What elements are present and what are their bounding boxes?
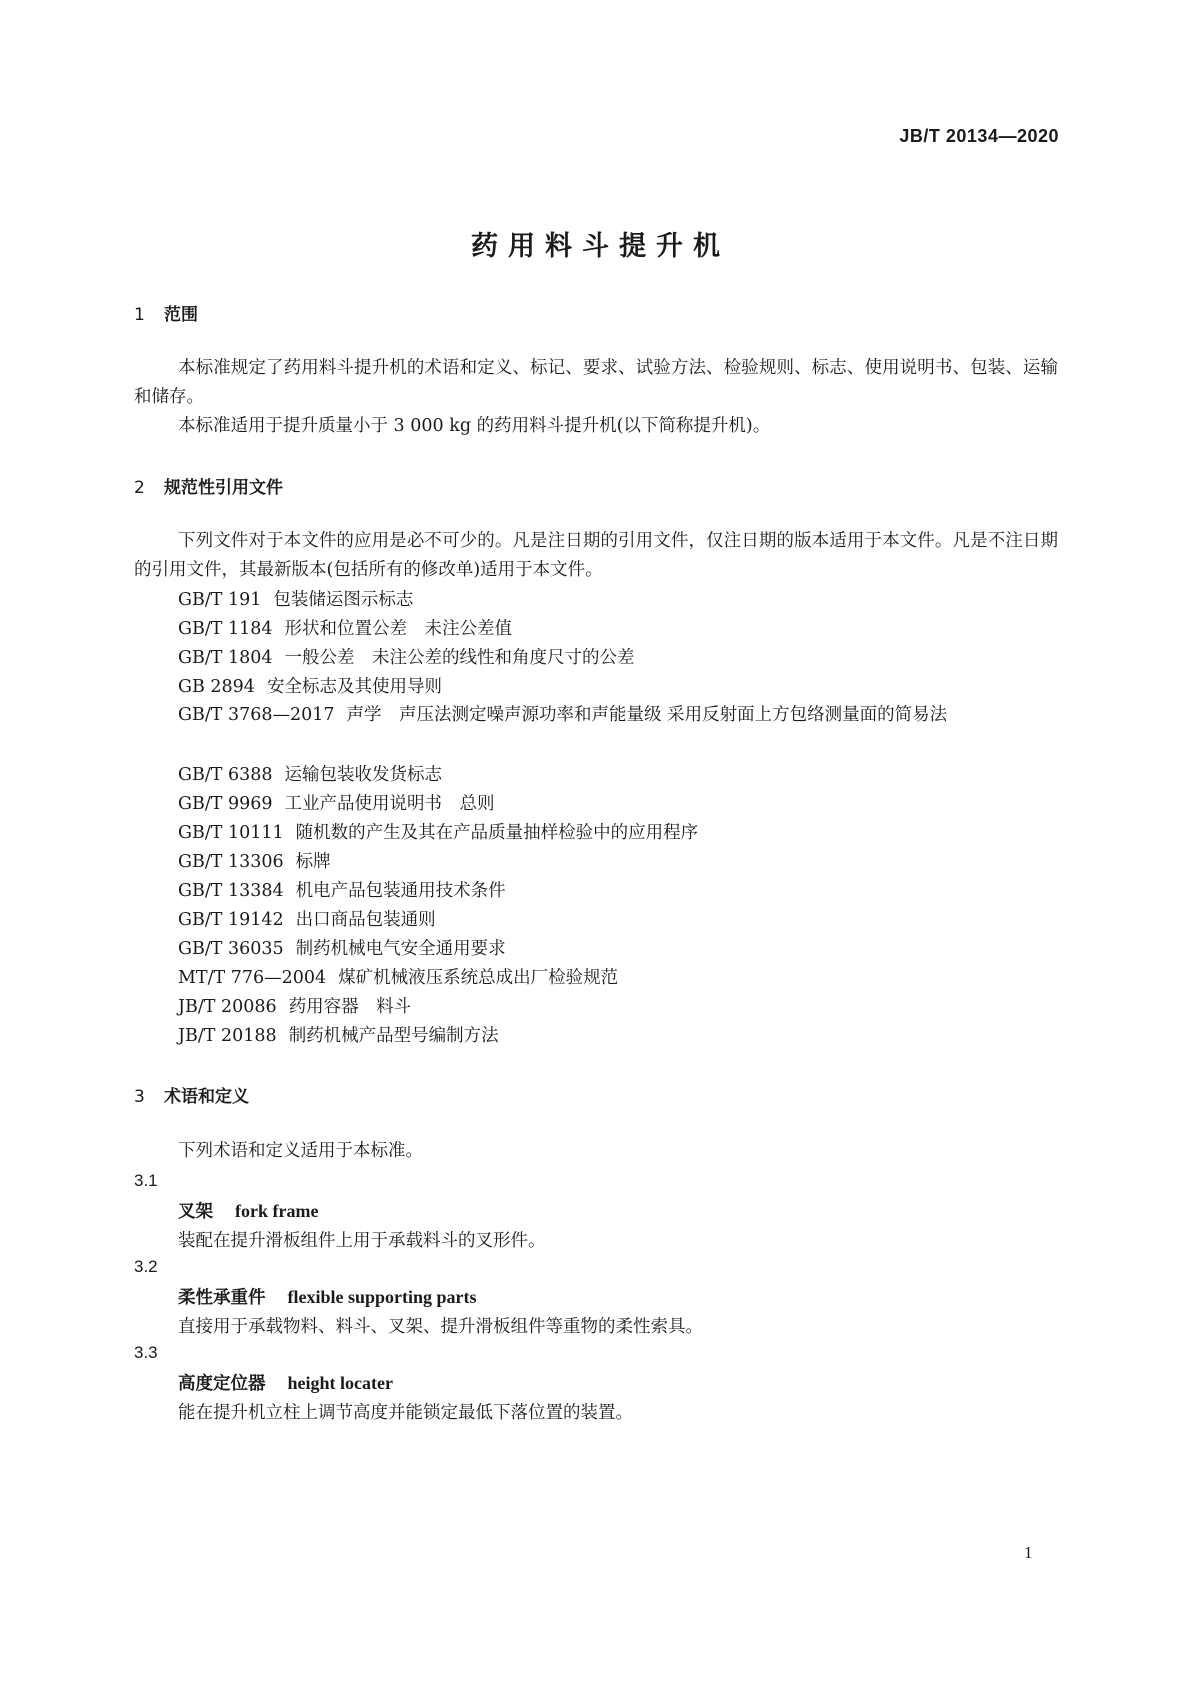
paragraph: 本标准适用于提升质量小于 3 000 kg 的药用料斗提升机(以下简称提升机)。 xyxy=(178,416,771,436)
section-title: 术语和定义 xyxy=(164,1087,249,1107)
section-title: 范围 xyxy=(164,305,198,325)
reference-code: GB/T 19142 xyxy=(178,910,284,930)
reference-title: 一般公差 未注公差的线性和角度尺寸的公差 xyxy=(284,648,635,668)
reference-title: 制药机械电气安全通用要求 xyxy=(295,939,506,959)
term-definition: 装配在提升滑板组件上用于承载料斗的叉形件。 xyxy=(178,1231,546,1251)
reference-title: 工业产品使用说明书 总则 xyxy=(284,794,495,814)
reference-item xyxy=(178,618,512,640)
reference-title: 药用容器 料斗 xyxy=(288,997,412,1017)
reference-code: MT/T 776—2004 xyxy=(178,968,327,988)
reference-code: GB/T 1804 xyxy=(178,648,273,668)
reference-item xyxy=(178,676,442,698)
reference-title: 制药机械产品型号编制方法 xyxy=(288,1026,499,1046)
reference-item xyxy=(178,589,413,611)
term-heading xyxy=(178,1198,318,1223)
clause-number: 3.2 xyxy=(134,1257,158,1276)
term-cn: 高度定位器 xyxy=(178,1374,266,1394)
term-en: fork frame xyxy=(235,1201,319,1221)
section-heading-normative-references xyxy=(134,473,283,498)
reference-code: JB/T 20188 xyxy=(178,1026,277,1046)
reference-item xyxy=(178,938,506,960)
reference-code: GB/T 6388 xyxy=(178,765,273,785)
section-number: 1 xyxy=(134,305,145,325)
term-en: flexible supporting parts xyxy=(287,1287,477,1307)
reference-item xyxy=(178,1025,499,1047)
reference-code: GB/T 36035 xyxy=(178,939,284,959)
page-number: 1 xyxy=(1024,1543,1033,1562)
paragraph: 下列术语和定义适用于本标准。 xyxy=(178,1141,423,1161)
term-cn: 柔性承重件 xyxy=(178,1288,266,1308)
section-number: 3 xyxy=(134,1087,145,1107)
clause-number: 3.1 xyxy=(134,1171,158,1190)
section-heading-scope xyxy=(134,300,198,325)
reference-item xyxy=(178,764,442,786)
document-title: 药用料斗提升机 xyxy=(471,231,730,262)
reference-title: 随机数的产生及其在产品质量抽样检验中的应用程序 xyxy=(295,823,699,843)
reference-item xyxy=(178,996,411,1018)
reference-item xyxy=(178,909,436,931)
reference-item xyxy=(178,647,635,669)
reference-item xyxy=(178,851,331,873)
reference-title: 形状和位置公差 未注公差值 xyxy=(284,619,513,639)
reference-code: GB/T 3768—2017 xyxy=(178,705,335,725)
reference-code: GB/T 9969 xyxy=(178,794,273,814)
reference-code: GB/T 10111 xyxy=(178,823,284,843)
reference-code: JB/T 20086 xyxy=(178,997,277,1017)
reference-title: 机电产品包装通用技术条件 xyxy=(295,881,506,901)
clause-number: 3.3 xyxy=(134,1343,158,1362)
term-en: height locater xyxy=(287,1373,393,1393)
section-title: 规范性引用文件 xyxy=(164,478,283,498)
reference-title: 声学 声压法测定噪声源功率和声能量级 采用反射面上方包络测量面的简易法 xyxy=(346,705,948,725)
term-definition: 直接用于承载物料、料斗、叉架、提升滑板组件等重物的柔性索具。 xyxy=(178,1317,703,1337)
reference-item xyxy=(134,701,1058,730)
reference-title: 出口商品包装通则 xyxy=(295,910,436,930)
reference-code: GB/T 13384 xyxy=(178,881,284,901)
paragraph: 本标准规定了药用料斗提升机的术语和定义、标记、要求、试验方法、检验规则、标志、使用说明书、包装、运输和储存。 xyxy=(134,358,1058,407)
reference-title: 运输包装收发货标志 xyxy=(284,765,443,785)
reference-title: 煤矿机械液压系统总成出厂检验规范 xyxy=(338,968,619,988)
reference-title: 安全标志及其使用导则 xyxy=(266,677,442,697)
reference-item xyxy=(178,880,506,902)
section-heading-terms-definitions xyxy=(134,1082,249,1107)
reference-title: 标牌 xyxy=(295,852,331,872)
reference-code: GB/T 191 xyxy=(178,590,262,610)
term-cn: 叉架 xyxy=(178,1202,213,1222)
reference-item xyxy=(178,967,618,989)
term-definition: 能在提升机立柱上调节高度并能锁定最低下落位置的装置。 xyxy=(178,1403,633,1423)
paragraph: 下列文件对于本文件的应用是必不可少的。凡是注日期的引用文件，仅注日期的版本适用于本文件。凡是不注日期的引用文件，其最新版本(包括所有的修改单)适用于本文件。 xyxy=(134,531,1058,580)
reference-code: GB 2894 xyxy=(178,677,255,697)
reference-code: GB/T 13306 xyxy=(178,852,284,872)
section-number: 2 xyxy=(134,478,145,498)
term-heading xyxy=(178,1284,477,1309)
reference-title: 包装储运图示标志 xyxy=(273,590,414,610)
standard-code: JB/T 20134—2020 xyxy=(899,126,1059,146)
reference-item xyxy=(178,822,698,844)
reference-code: GB/T 1184 xyxy=(178,619,273,639)
term-heading xyxy=(178,1370,393,1395)
reference-item xyxy=(178,793,495,815)
